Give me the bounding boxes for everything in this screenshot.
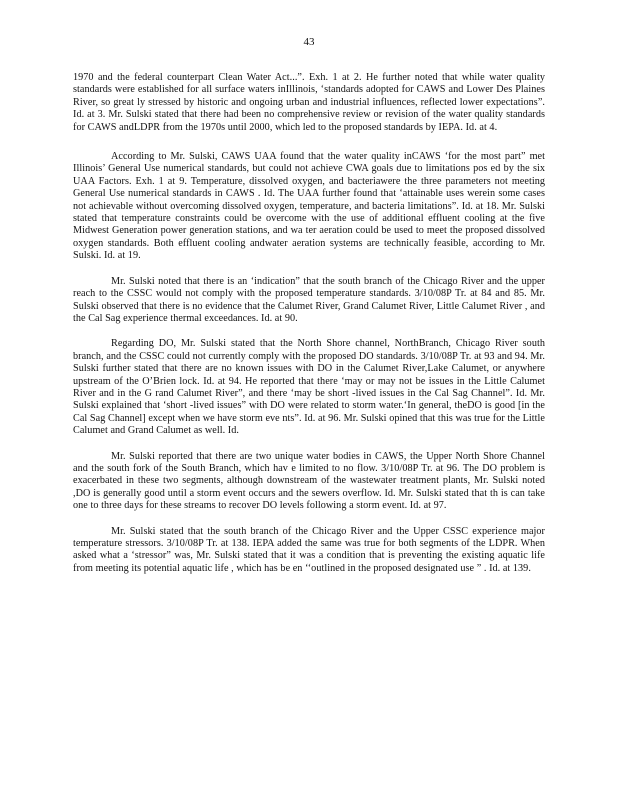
paragraph: Mr. Sulski stated that the south branch of the Chicago River and the Upper CSSC experience major temperature stressors. 3/10/08P Tr. at 138. IEPA added the same was true for both segments of the LDPR. When asked what a ‘stressor” was, Mr. Sulski stated that it was a condition that is preventing the existing aquatic life from meeting its potential aquatic life , which has be en ‘‘outlined in the proposed designated use ” . Id. at 139.	[73, 525, 545, 574]
document-body	[73, 72, 545, 588]
paragraph: Mr. Sulski reported that there are two unique water bodies in CAWS, the Upper North Shore Channel and the south fork of the South Branch, which hav e limited to no flow. 3/10/08P Tr. at 96. The DO problem is exacerbated in these two segments, although downstream of the wastewater treatment plants, Mr. Sulski noted ,DO is generally good until a storm event occurs and the sewers overflow. Id. Mr. Sulski stated that th is can take one to three days for these streams to recover DO levels following a storm event. Id. at 97.	[73, 450, 545, 512]
paragraph: Mr. Sulski noted that there is an ‘indication” that the south branch of the Chicago River and the upper reach to the CSSC would not comply with the proposed temperature standards. 3/10/08P Tr. at 84 and 85. Mr. Sulski observed that there is no evidence that the Calumet River, Grand Calumet River, Little Calumet River , and the Cal Sag experience thermal exceedances. Id. at 90.	[73, 275, 545, 324]
paragraph: According to Mr. Sulski, CAWS UAA found that the water quality inCAWS ‘for the most part” met Illinois’ General Use numerical standards, but could not achieve CWA goals due to limitations pos ed by the six UAA Factors. Exh. 1 at 9. Temperature, dissolved oxygen, and bacteriawere the three parameters not meeting General Use numerical standards in CAWS . Id. The UAA further found that ‘attainable uses werein some cases not achievable without overcoming dissolved oxygen, temperature, and bacteria limitations”. Id. at 18. Mr. Sulski stated that temperature constraints could be overcome with the use of additional effluent cooling at the five Midwest Generation power generation stations, and wa ter aeration could be used to meet the proposed dissolved oxygen standards. Both effluent cooling andwater aeration systems are technically feasible, according to Mr. Sulski. Id. at 19.	[73, 151, 545, 262]
page-number: 43	[303, 36, 315, 48]
paragraph: 1970 and the federal counterpart Clean Water Act...”. Exh. 1 at 2. He further noted that while water quality standards were established for all surface waters inIllinois, ‘standards adopted for CAWS and Lower Des Plaines River, so great ly stressed by historic and ongoing urban and industrial influences, reflected lower expectations”. Id. at 3. Mr. Sulski stated that there had been no comprehensive review or revision of the water quality standards for CAWS andLDPR from the 1970s until 2000, which led to the proposed standards by IEPA. Id. at 4.	[73, 72, 545, 133]
paragraph: Regarding DO, Mr. Sulski stated that the North Shore channel, NorthBranch, Chicago River south branch, and the CSSC could not currently comply with the proposed DO standards. 3/10/08P Tr. at 93 and 94. Mr. Sulski further stated that there are no known issues with DO in the Calumet River,Lake Calumet, or anywhere upstream of the O’Brien lock. Id. at 94. He reported that there ‘may or may not be issues in the Little Calumet River and in the G rand Calumet River”, and there ‘may be short -lived issues in the Cal Sag Channel”. Id. Mr. Sulski explained that ‘short -lived issues” with DO were related to storm water.‘In general, theDO is good [in the Cal Sag Channel] except when we have storm eve nts”. Id. at 96. Mr. Sulski opined that this was true for the Little Calumet and Grand Calumet as well. Id.	[73, 338, 545, 437]
